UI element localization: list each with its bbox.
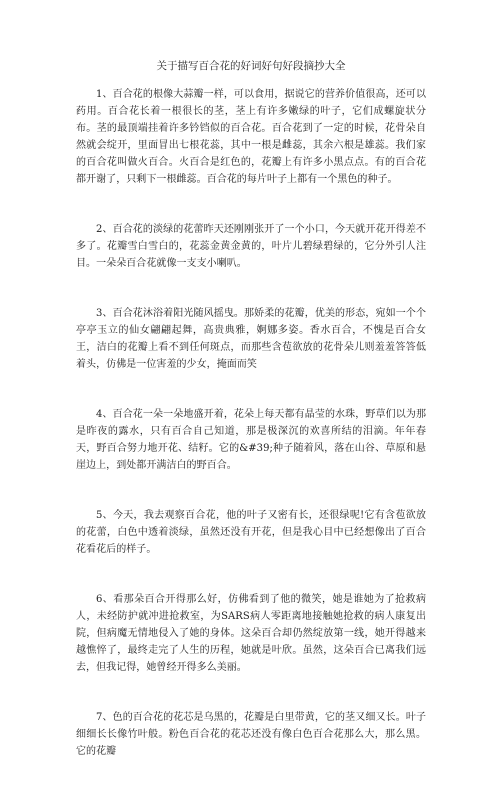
paragraph-6: 6、看那朵百合开得那么好，仿佛看到了他的微笑，她是谁她为了抢救病人，未经防护就冲进抢救室，为SARS病人零距离地接触她抢救的病人康复出院，但病魔无情地侵入了她的身体。这朵百合却仍然绽放第一线，她开得越来越憔悴了，最终走完了人生的历程，她就是叶欣。虽然，这朵百合已离我们远去，但我记得，她曾经开得多么美丽。 bbox=[76, 594, 426, 673]
paragraph-2: 2、百合花的淡绿的花蕾昨天还刚刚张开了一个小口，今天就开花开得差不多了。花瓣雪白雪白的，花蕊金黄金黄的，叶片儿碧绿碧绿的，它分外引人注目。一朵朵百合花就像一支支小喇叭。 bbox=[76, 224, 426, 269]
document-body bbox=[76, 58, 426, 793]
paragraph-5: 5、今天，我去观察百合花，他的叶子又密有长，还很绿呢!它有含苞欲放的花蕾，白色中透着淡绿，虽然还没有开花，但是我心目中已经想像出了百合花看花后的样子。 bbox=[76, 510, 426, 555]
paragraph-7: 7、色的百合花的花芯是乌黑的，花瓣是白里带黄，它的茎又细又长。叶子细细长长像竹叶般。粉色百合花的花芯还没有像白色百合花那么大，那么黑。它的花瓣 bbox=[76, 712, 426, 757]
paragraph-1: 1、百合花的根像大蒜瓣一样，可以食用，据说它的营养价值很高，还可以药用。百合花长着一根很长的茎，茎上有许多嫩绿的叶子，它们成螺旋状分布。茎的最顶端挂着许多钤铛似的百合花。百合花到了一定的时候，花骨朵自然就会绽开，里面冒出七根花蕊，其中一根是雌蕊，其余六根是雄蕊。我们家的百合花叫做火百合。火百合是红色的，花瓣上有许多小黑点点。有的百合花都开谢了，只剩下一根雌蕊。百合花的每片叶子上都有一个黑色的种子。 bbox=[76, 89, 426, 185]
paragraph-3: 3、百合花沐浴着阳光随风摇曳。那娇柔的花瓣，优美的形态，宛如一个个亭亭玉立的仙女翩翩起舞，高贵典雅，婀娜多姿。香水百合，不愧是百合女王，洁白的花瓣上看不到任何斑点，而那些含苞欲放的花骨朵儿则羞羞答答低着头，仿佛是一位害羞的少女，掩面而笑 bbox=[76, 308, 426, 370]
paragraph-4: 4、百合花一朵一朵地盛开着，花朵上每天都有晶莹的水珠，野草们以为那是昨夜的露水，只有百合自己知道，那是极深沉的欢喜所结的泪滴。年年春天，野百合努力地开花、结籽。它的&#39;种子随着风，落在山谷、草原和悬崖边上，到处都开满洁白的野百合。 bbox=[76, 409, 426, 471]
document-title: 关于描写百合花的好词好句好段摘抄大全 bbox=[156, 60, 346, 72]
